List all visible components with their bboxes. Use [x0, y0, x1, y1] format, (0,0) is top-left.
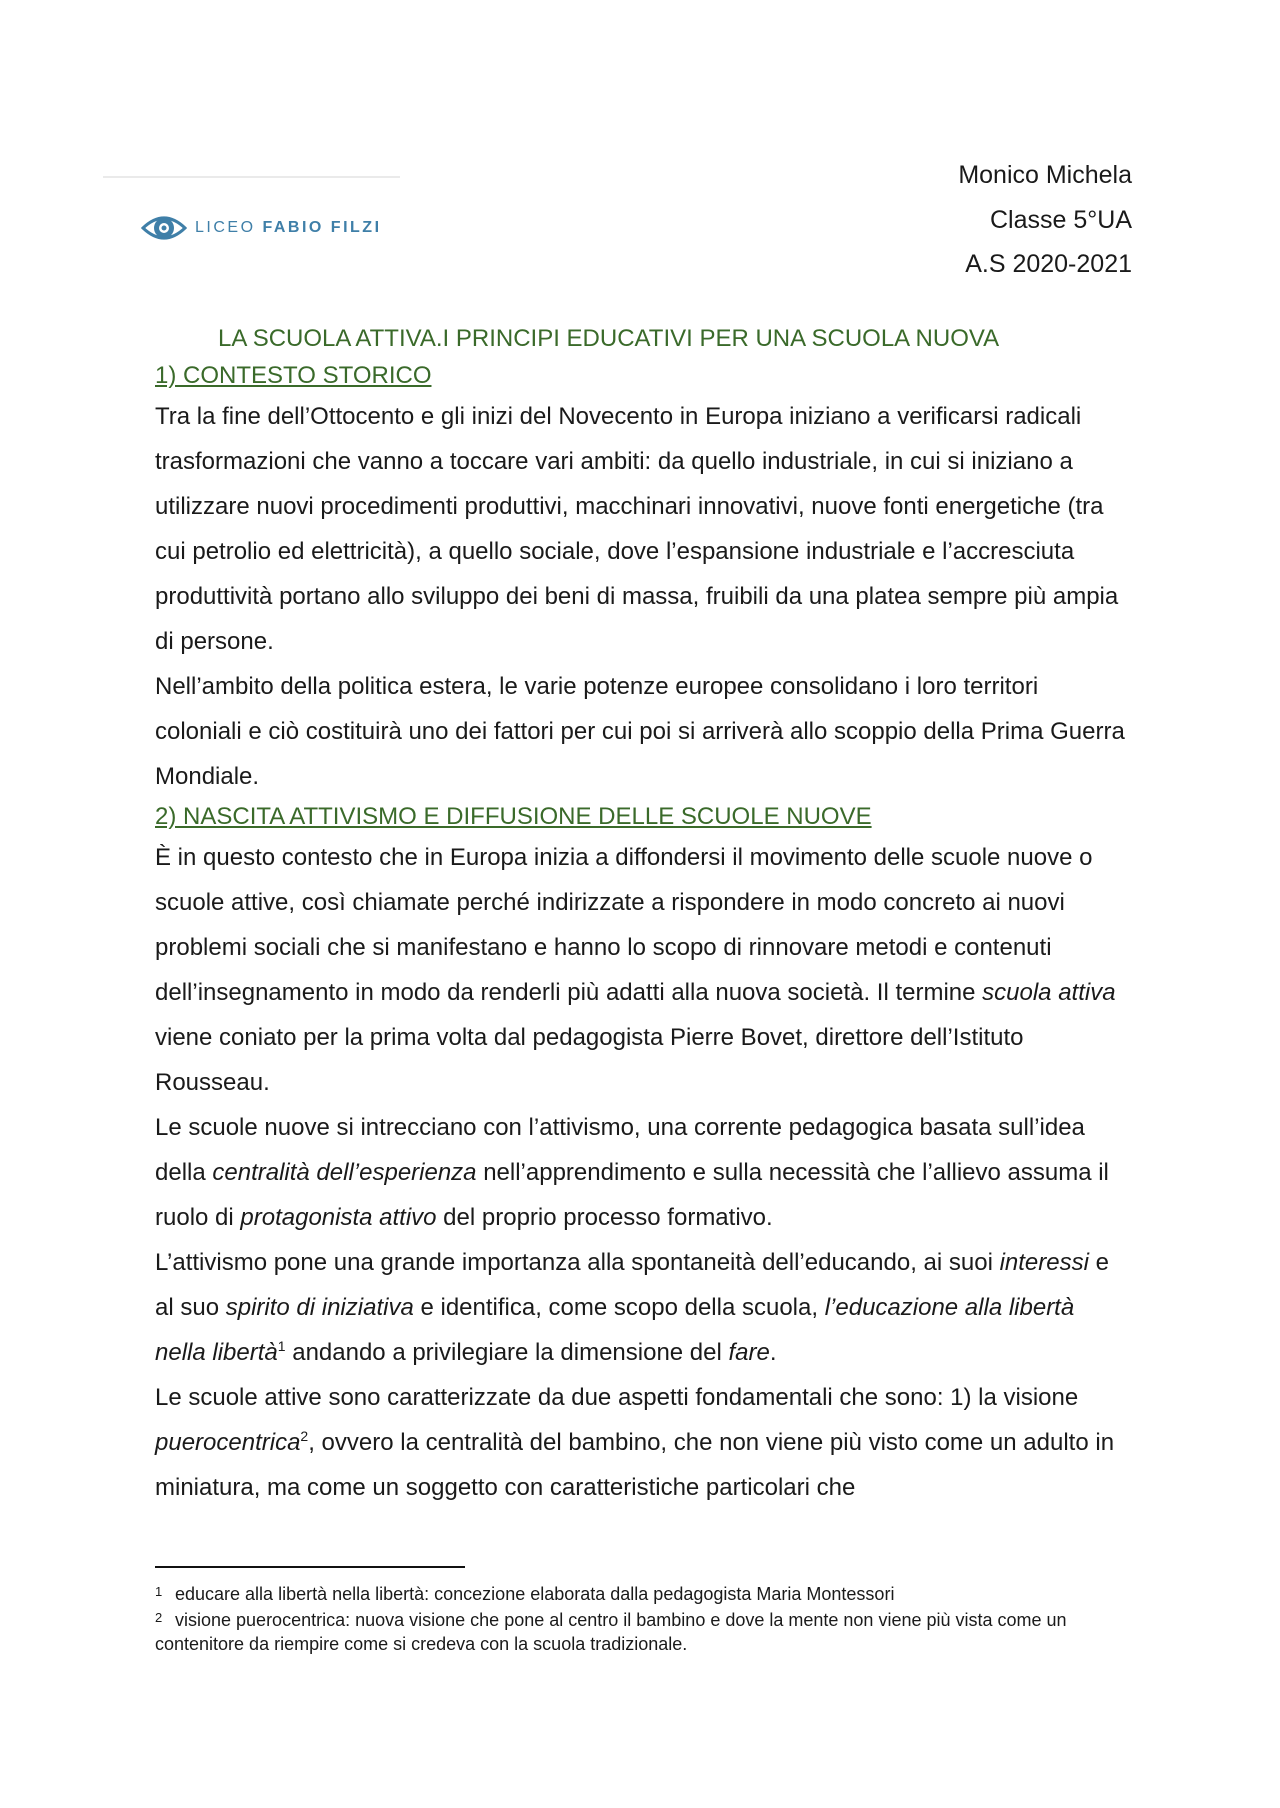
school-year: A.S 2020-2021 [965, 250, 1132, 278]
school-logo [141, 208, 382, 248]
paragraph: È in questo contesto che in Europa inizia a diffondersi il movimento delle scuole nuove o scuole attive, così chiamate perché indirizzate a rispondere in modo concreto ai nuovi problemi sociali che si manifestano e hanno lo scopo di rinnovare metodi e contenuti dell’insegnamento in modo da renderli più adatti alla nuova società. Il termine scuola attiva viene coniato per la prima volta dal pedagogista Pierre Bovet, direttore dell’Istituto Rousseau. [155, 844, 1116, 1096]
footnotes [155, 1580, 1125, 1656]
author-class: Classe 5°UA [990, 205, 1132, 234]
paragraph: Le scuole nuove si intrecciano con l’attivismo, una corrente pedagogica basata sull’idea della centralità dell’esperienza nell’apprendimento e sulla necessità che l’allievo assuma il ruolo di protagonista attivo del proprio processo formativo. [155, 1114, 1109, 1231]
paragraph: Nell’ambito della politica estera, le varie potenze europee consolidano i loro territori coloniali e ciò costituirà uno dei fattori per cui poi si arriverà allo scoppio della Prima Guerra Mondiale. [155, 673, 1125, 790]
paragraph: Le scuole attive sono caratterizzate da due aspetti fondamentali che sono: 1) la visione puerocentrica$^2$, ovvero la centralità del bambino, che non viene più visto come un adulto in miniatura, ma come un soggetto con caratteristiche particolari che [155, 1384, 1115, 1501]
footnote: 1 educare alla libertà nella libertà: concezione elaborata dalla pedagogista Maria Montessori [155, 1584, 895, 1604]
document-body [155, 320, 1125, 1510]
author-name: Monico Michela [958, 161, 1132, 189]
eye-circle-icon [141, 208, 187, 248]
logo-divider [103, 176, 400, 178]
section-heading-activism: 2) NASCITA ATTIVISMO E DIFFUSIONE DELLE SCUOLE NUOVE [155, 803, 872, 830]
document-title: LA SCUOLA ATTIVA.I PRINCIPI EDUCATIVI PER UNA SCUOLA NUOVA [218, 325, 1000, 352]
paragraph: L’attivismo pone una grande importanza alla spontaneità dell’educando, ai suoi interessi e al suo spirito di iniziativa e identifica, come scopo della scuola, l’educazione alla libertà nella libertà$^1$ andando a privilegiare la dimensione del fare. [155, 1249, 1109, 1366]
footnote: 2 visione puerocentrica: nuova visione che pone al centro il bambino e dove la mente non viene più vista come un contenitore da riempire come si credeva con la scuola tradizionale. [155, 1610, 1067, 1654]
footnote-ref-1[interactable]: 1 [277, 1338, 286, 1354]
author-info [958, 153, 1132, 287]
footnote-divider [155, 1566, 465, 1568]
logo-text: LICEO FABIO FILZI [195, 219, 382, 236]
paragraph: Tra la fine dell’Ottocento e gli inizi del Novecento in Europa iniziano a verificarsi radicali trasformazioni che vanno a toccare vari ambiti: da quello industriale, in cui si iniziano a utilizzare nuovi procedimenti produttivi, macchinari innovativi, nuove fonti energetiche (tra cui petrolio ed elettricità), a quello sociale, dove l’espansione industriale e l’accresciuta produttività portano allo sviluppo dei beni di massa, fruibili da una platea sempre più ampia di persone. [155, 403, 1119, 655]
section-heading-context: 1) CONTESTO STORICO [155, 362, 432, 389]
footnote-ref-2[interactable]: 2 [300, 1428, 309, 1444]
